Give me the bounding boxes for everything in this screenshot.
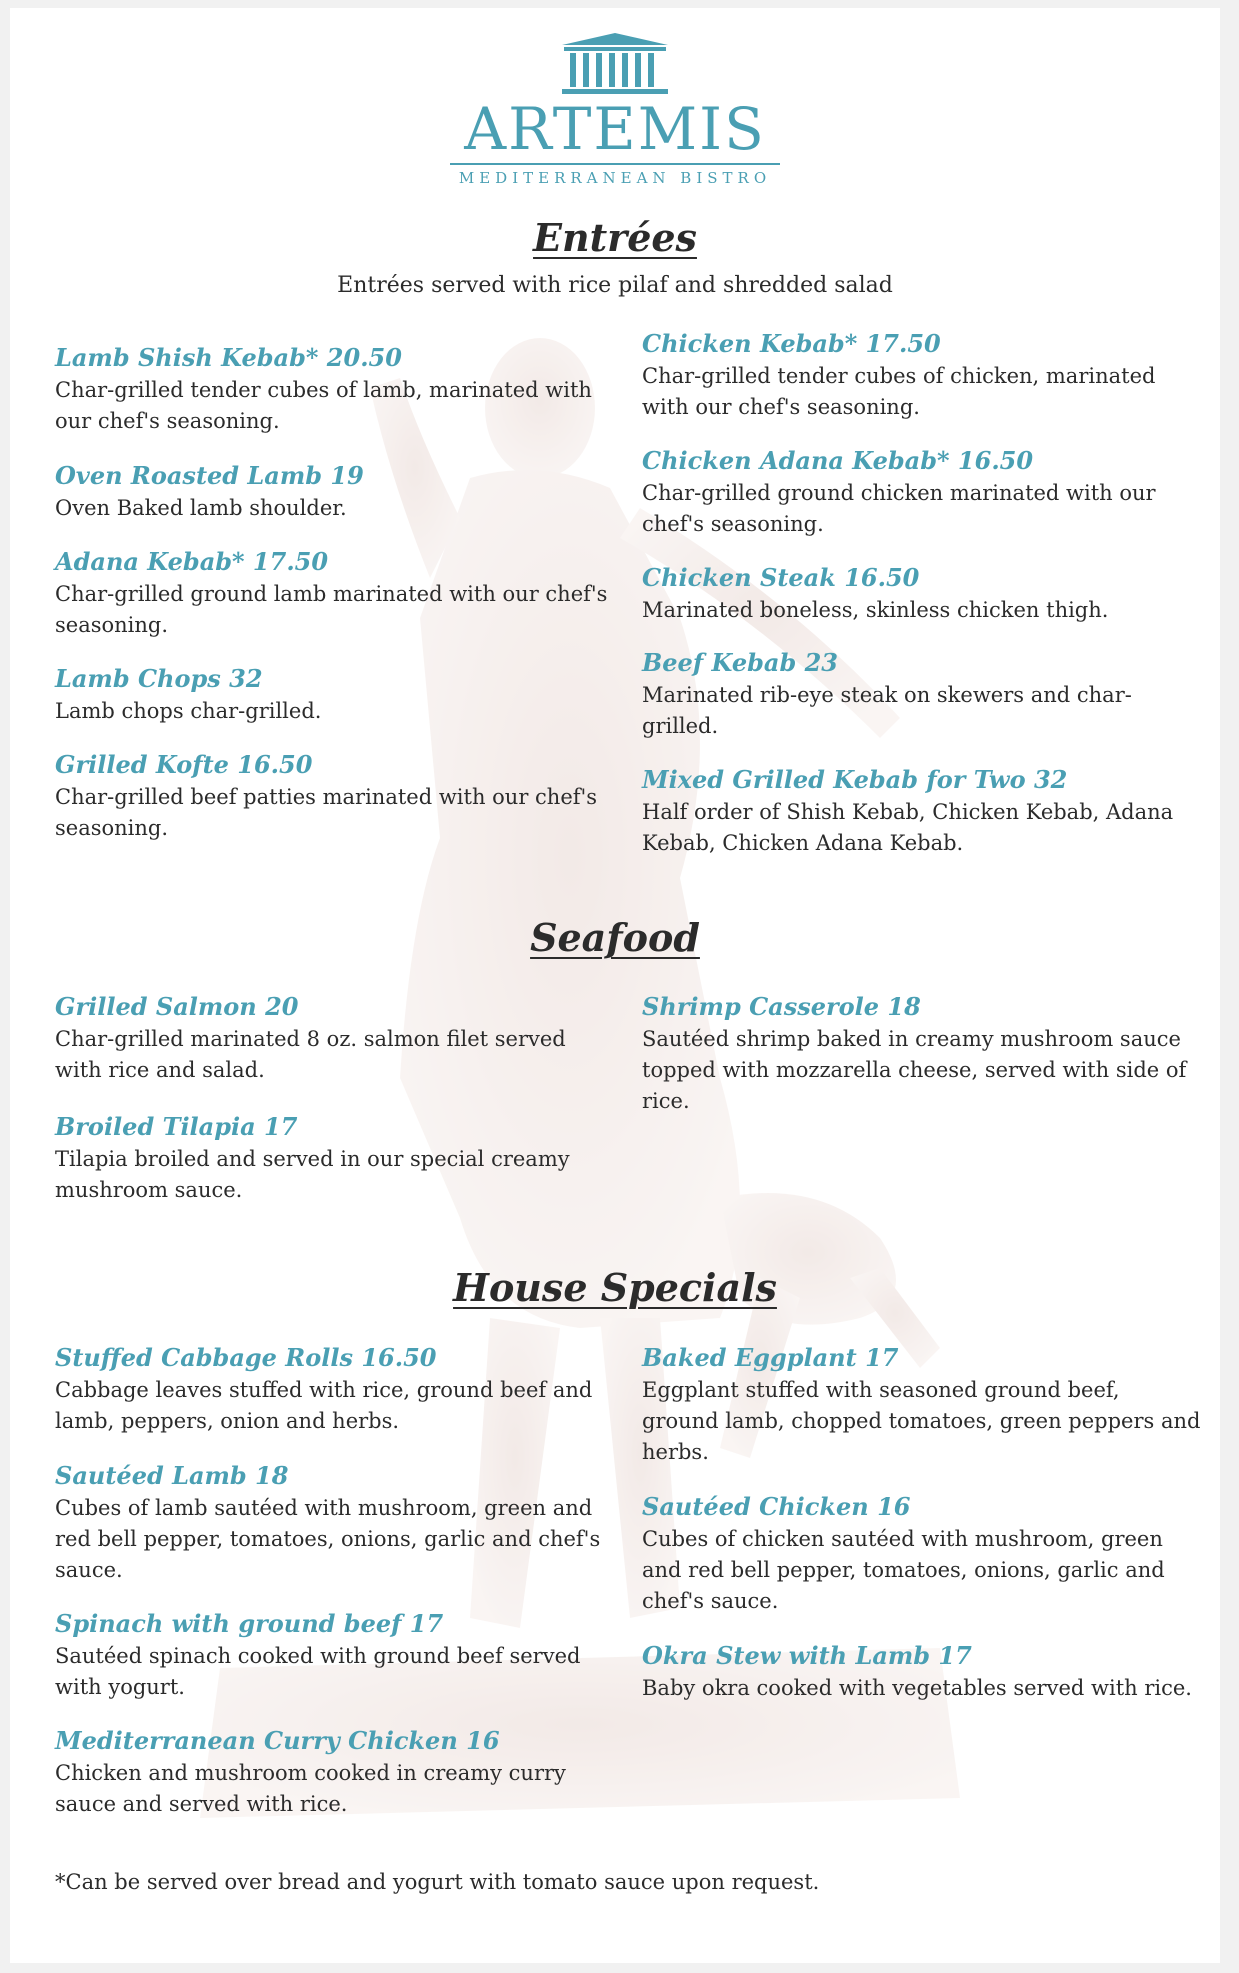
menu-item-name: Adana Kebab* 17.50	[55, 547, 329, 576]
menu-item	[642, 329, 1202, 423]
menu-item-name: Mixed Grilled Kebab for Two 32	[642, 765, 1068, 794]
menu-item-description: Char-grilled beef patties marinated with our chef's seasoning.	[55, 785, 598, 840]
menu-item-description: Char-grilled tender cubes of chicken, marinated with our chef's seasoning.	[642, 364, 1156, 419]
menu-item-description: Cubes of chicken sautéed with mushroom, green and red bell pepper, tomatoes, onions, garlic and chef's sauce.	[642, 1527, 1165, 1613]
menu-item	[55, 1112, 615, 1206]
menu-page	[10, 8, 1220, 1963]
menu-item	[642, 563, 1202, 626]
menu-item-description: Cabbage leaves stuffed with rice, ground beef and lamb, peppers, onion and herbs.	[55, 1378, 593, 1433]
entrees-heading: Entrées	[533, 215, 697, 260]
menu-item-name: Sautéed Chicken 16	[642, 1492, 911, 1521]
menu-item-description: Char-grilled ground lamb marinated with our chef's seasoning.	[55, 582, 608, 637]
menu-item-description: Lamb chops char-grilled.	[55, 699, 322, 723]
menu-item	[55, 547, 615, 641]
menu-item-name: Lamb Shish Kebab* 20.50	[55, 343, 402, 372]
menu-item	[55, 664, 615, 727]
menu-item-description: Tilapia broiled and served in our special creamy mushroom sauce.	[55, 1147, 570, 1202]
menu-item-name: Chicken Kebab* 17.50	[642, 329, 941, 358]
restaurant-name: ARTEMIS	[464, 95, 766, 163]
menu-item-name: Oven Roasted Lamb 19	[55, 461, 364, 490]
restaurant-logo	[10, 33, 1220, 187]
menu-item	[55, 750, 615, 844]
menu-item-description: Chicken and mushroom cooked in creamy curry sauce and served with rice.	[55, 1761, 566, 1816]
menu-item-name: Chicken Adana Kebab* 16.50	[642, 446, 1034, 475]
menu-item-name: Stuffed Cabbage Rolls 16.50	[55, 1343, 437, 1372]
menu-item-description: Oven Baked lamb shoulder.	[55, 496, 347, 520]
menu-item	[55, 1461, 615, 1586]
menu-item-description: Eggplant stuffed with seasoned ground beef, ground lamb, chopped tomatoes, green peppers and herbs.	[642, 1378, 1201, 1464]
menu-item-name: Grilled Salmon 20	[55, 992, 299, 1021]
menu-item-name: Okra Stew with Lamb 17	[642, 1641, 972, 1670]
logo-divider	[450, 163, 780, 165]
footnote: *Can be served over bread and yogurt with tomato sauce upon request.	[55, 1870, 820, 1894]
menu-item-name: Broiled Tilapia 17	[55, 1112, 298, 1141]
menu-item	[55, 461, 615, 524]
menu-item-name: Shrimp Casserole 18	[642, 992, 921, 1021]
menu-item-description: Char-grilled marinated 8 oz. salmon filet served with rice and salad.	[55, 1027, 566, 1082]
menu-item-name: Lamb Chops 32	[55, 664, 263, 693]
seafood-heading: Seafood	[530, 915, 700, 960]
menu-item	[642, 1641, 1202, 1704]
menu-item	[642, 765, 1202, 859]
temple-icon	[560, 33, 670, 95]
menu-item-description: Marinated boneless, skinless chicken thigh.	[642, 598, 1109, 622]
menu-item-name: Beef Kebab 23	[642, 648, 838, 677]
menu-item-name: Spinach with ground beef 17	[55, 1609, 444, 1638]
menu-item-description: Cubes of lamb sautéed with mushroom, green and red bell pepper, tomatoes, onions, garlic and chef's sauce.	[55, 1496, 601, 1582]
menu-item	[55, 1726, 615, 1820]
menu-item	[642, 1343, 1202, 1468]
menu-item-description: Char-grilled tender cubes of lamb, marinated with our chef's seasoning.	[55, 378, 592, 433]
menu-item-name: Baked Eggplant 17	[642, 1343, 899, 1372]
menu-item-name: Chicken Steak 16.50	[642, 563, 920, 592]
entrees-subtitle: Entrées served with rice pilaf and shredded salad	[337, 273, 893, 298]
menu-item	[55, 992, 615, 1086]
menu-item-name: Sautéed Lamb 18	[55, 1461, 289, 1490]
menu-item-description: Half order of Shish Kebab, Chicken Kebab, Adana Kebab, Chicken Adana Kebab.	[642, 800, 1174, 855]
menu-item-description: Sautéed shrimp baked in creamy mushroom sauce topped with mozzarella cheese, served with side of rice.	[642, 1027, 1187, 1113]
menu-item	[642, 446, 1202, 540]
menu-item-description: Baby okra cooked with vegetables served with rice.	[642, 1676, 1192, 1700]
menu-item	[55, 1343, 615, 1437]
menu-item	[642, 992, 1202, 1117]
restaurant-tagline: MEDITERRANEAN BISTRO	[458, 169, 772, 187]
menu-item-name: Mediterranean Curry Chicken 16	[55, 1726, 500, 1755]
house-specials-heading: House Specials	[453, 1265, 777, 1310]
menu-item	[55, 343, 615, 437]
menu-item-description: Char-grilled ground chicken marinated with our chef's seasoning.	[642, 481, 1156, 536]
menu-item-description: Marinated rib-eye steak on skewers and char-grilled.	[642, 683, 1132, 738]
menu-item-name: Grilled Kofte 16.50	[55, 750, 313, 779]
menu-item	[642, 648, 1202, 742]
menu-item-description: Sautéed spinach cooked with ground beef served with yogurt.	[55, 1644, 581, 1699]
menu-item	[55, 1609, 615, 1703]
menu-item	[642, 1492, 1202, 1617]
